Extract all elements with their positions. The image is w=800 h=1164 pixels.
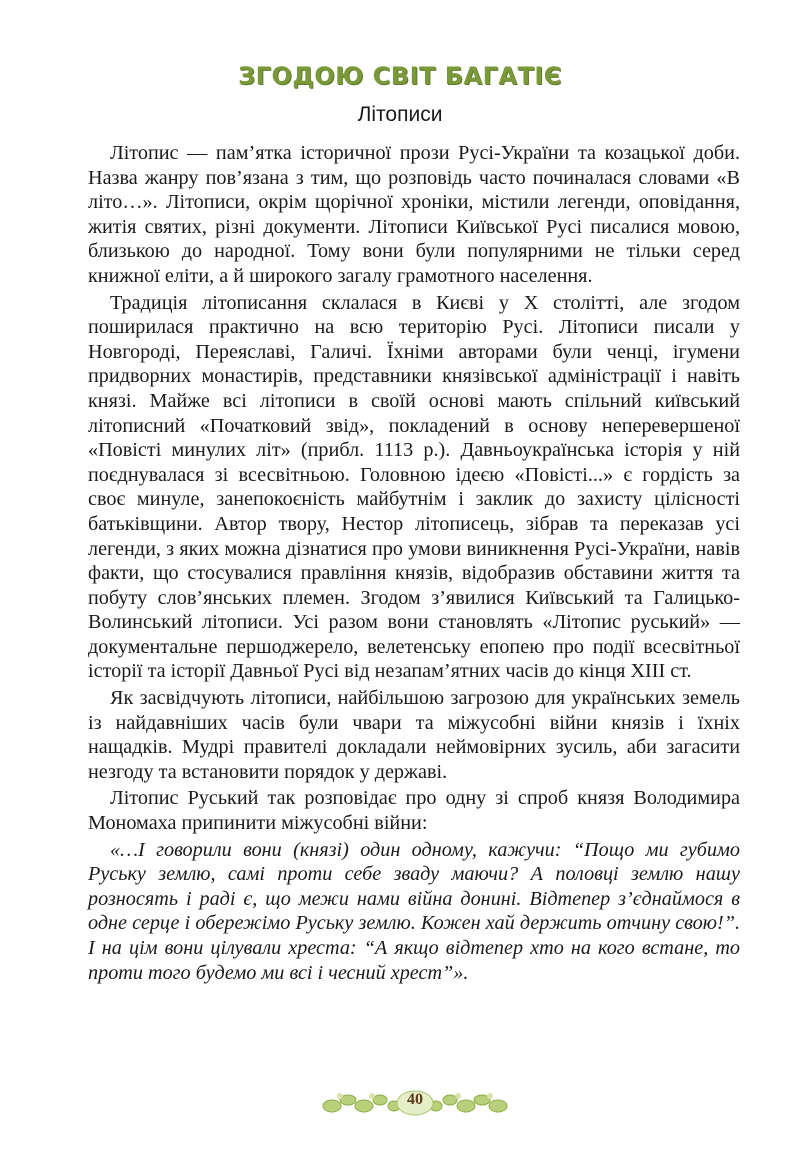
section-subtitle: Літописи [357,103,443,126]
page-number: 40 [407,1091,423,1108]
paragraph: Як засвідчують літописи, найбільшою загрозою для українських земель із найдавніших часів були чвари та міжусобні війни князів і їхніх нащадків. Мудрі правителі докладали неймовірних зусиль, аби загасити незгоду та встановити порядок у державі. [88,687,740,783]
chronicle-quote: «…І говорили вони (князі) один одному, кажучи: “Пощо ми губимо Руську землю, самі проти себе зваду маючи? А половці землю нашу розносять і раді є, що межи нами війна донині. Відтепер з’єднаймося в одне серце і обережімо Руську землю. Кожен хай держить отчину свою!”. І на цім вони цілували хреста: “А якщо відтепер хто на кого встане, то проти того будемо ми всі і чесний хрест”». [88,838,740,984]
body-text [88,141,740,987]
page-footer [320,1088,510,1118]
paragraph: Літопис Руський так розповідає про одну зі спроб князя Володимира Мономаха припинити міжусобні війни: [88,787,740,835]
paragraph: Літопис — пам’ятка історичної прози Русі-України та козацької доби. Назва жанру пов’язана з тим, що розповідь часто починалася словами «В літо…». Літописи, окрім щорічної хроніки, містили легенди, оповідання, житія святих, різні документи. Літописи Київської Русі писалися мовою, близькою до народної. Тому вони були популярними не тільки серед книжної еліти, а й широкого загалу грамотного населення. [88,142,740,287]
page-title: ЗГОДОЮ СВІТ БАГАТІЄ [238,62,562,90]
paragraph: Традиція літописання склалася в Києві у X столітті, але згодом поширилася практично на всю територію Русі. Літописи писали у Новгороді, Переяславі, Галичі. Їхніми авторами були ченці, ігумени придворних монастирів, представники князівської адміністрації і навіть князі. Майже всі літописи в своїй основі мають спільний київський літописний «Початковий звід», покладений в основу неперевершеної «Повісті минулих літ» (прибл. 1113 р.). Давньоукраїнська історія у ній поєднувалася зі всесвітньою. Головною ідеєю «Повісті...» є гордість за своє минуле, занепокоєність майбутнім і заклик до захисту цілісності батьківщини. Автор твору, Нестор літописець, зібрав та переказав усі легенди, з яких можна дізнатися про умови виникнення Русі-України, навів факти, що стосувалися правління князів, відобразив обставини життя та побуту слов’янських племен. Згодом з’явилися Київський та Галицько-Волинський літописи. Усі разом вони становлять «Літопис руський» — документальне першоджерело, велетенську епопею про події всесвітньої історії та історії Давньої Русі від незапам’ятних часів до кінця XIII ст. [88,291,740,683]
